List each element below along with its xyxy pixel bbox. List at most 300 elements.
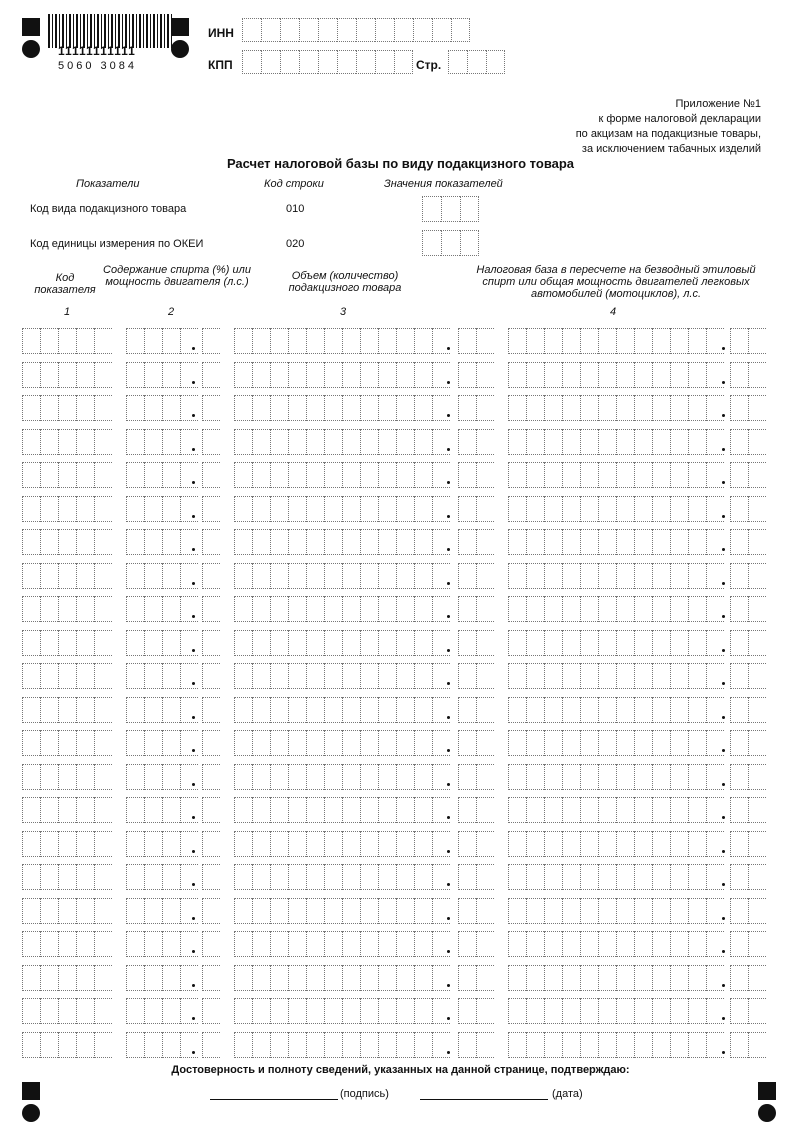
input-cell[interactable] xyxy=(342,563,360,589)
input-cell[interactable] xyxy=(360,630,378,656)
input-cell[interactable] xyxy=(270,328,288,354)
input-cell[interactable] xyxy=(270,563,288,589)
table-cell-group[interactable] xyxy=(458,663,494,689)
input-cell[interactable] xyxy=(422,230,441,256)
table-cell-group[interactable] xyxy=(458,898,494,924)
input-cell[interactable] xyxy=(22,429,40,455)
table-cell-group[interactable] xyxy=(730,931,766,957)
input-cell[interactable] xyxy=(562,462,580,488)
input-cell[interactable] xyxy=(652,1032,670,1058)
input-cell[interactable] xyxy=(342,764,360,790)
input-cell[interactable] xyxy=(270,998,288,1024)
table-cell-group[interactable] xyxy=(22,462,112,488)
input-cell[interactable] xyxy=(688,697,706,723)
input-cell[interactable] xyxy=(476,730,494,756)
input-cell[interactable] xyxy=(458,395,476,421)
input-cell[interactable] xyxy=(748,730,766,756)
input-cell[interactable] xyxy=(288,931,306,957)
input-cell[interactable] xyxy=(202,965,220,991)
table-cell-group[interactable] xyxy=(22,931,112,957)
table-cell-group[interactable] xyxy=(508,663,724,689)
input-cell[interactable] xyxy=(508,864,526,890)
input-cell[interactable] xyxy=(634,797,652,823)
input-cell[interactable] xyxy=(22,898,40,924)
input-cell[interactable] xyxy=(144,395,162,421)
input-cell[interactable] xyxy=(730,496,748,522)
input-cell[interactable] xyxy=(432,697,450,723)
input-cell[interactable] xyxy=(180,697,198,723)
input-cell[interactable] xyxy=(476,529,494,555)
table-cell-group[interactable] xyxy=(508,697,724,723)
input-cell[interactable] xyxy=(76,931,94,957)
input-cell[interactable] xyxy=(458,697,476,723)
input-cell[interactable] xyxy=(544,697,562,723)
input-cell[interactable] xyxy=(144,362,162,388)
input-cell[interactable] xyxy=(476,898,494,924)
table-cell-group[interactable] xyxy=(730,563,766,589)
input-cell[interactable] xyxy=(652,663,670,689)
input-cell[interactable] xyxy=(652,831,670,857)
input-cell[interactable] xyxy=(634,730,652,756)
table-row[interactable] xyxy=(0,395,801,421)
input-cell[interactable] xyxy=(670,931,688,957)
input-cell[interactable] xyxy=(458,663,476,689)
input-cell[interactable] xyxy=(252,797,270,823)
input-cell[interactable] xyxy=(324,797,342,823)
input-cell[interactable] xyxy=(476,496,494,522)
table-cell-group[interactable] xyxy=(508,563,724,589)
table-cell-group[interactable] xyxy=(234,563,450,589)
table-cell-group[interactable] xyxy=(126,898,198,924)
input-cell[interactable] xyxy=(126,395,144,421)
table-cell-group[interactable] xyxy=(126,328,198,354)
input-cell[interactable] xyxy=(94,797,112,823)
input-cell[interactable] xyxy=(432,18,451,42)
input-cell[interactable] xyxy=(342,630,360,656)
input-cell[interactable] xyxy=(76,797,94,823)
input-cell[interactable] xyxy=(342,362,360,388)
input-cell[interactable] xyxy=(706,395,724,421)
input-cell[interactable] xyxy=(180,630,198,656)
input-cell[interactable] xyxy=(396,831,414,857)
table-cell-group[interactable] xyxy=(508,328,724,354)
table-cell-group[interactable] xyxy=(730,395,766,421)
input-cell[interactable] xyxy=(306,462,324,488)
table-cell-group[interactable] xyxy=(458,864,494,890)
input-cell[interactable] xyxy=(580,831,598,857)
input-cell[interactable] xyxy=(414,864,432,890)
input-cell[interactable] xyxy=(730,395,748,421)
table-cell-group[interactable] xyxy=(202,362,220,388)
input-cell[interactable] xyxy=(76,529,94,555)
input-cell[interactable] xyxy=(476,362,494,388)
input-cell[interactable] xyxy=(180,797,198,823)
input-cell[interactable] xyxy=(270,529,288,555)
input-cell[interactable] xyxy=(508,328,526,354)
input-cell[interactable] xyxy=(730,965,748,991)
input-cell[interactable] xyxy=(378,730,396,756)
input-cell[interactable] xyxy=(396,362,414,388)
table-cell-group[interactable] xyxy=(22,764,112,790)
input-cell[interactable] xyxy=(458,496,476,522)
input-cell[interactable] xyxy=(748,362,766,388)
input-cell[interactable] xyxy=(476,663,494,689)
input-cell[interactable] xyxy=(414,931,432,957)
input-cell[interactable] xyxy=(432,362,450,388)
table-row[interactable] xyxy=(0,998,801,1024)
input-cell[interactable] xyxy=(688,529,706,555)
input-cell[interactable] xyxy=(306,630,324,656)
input-cell[interactable] xyxy=(432,563,450,589)
input-cell[interactable] xyxy=(342,395,360,421)
table-cell-group[interactable] xyxy=(234,931,450,957)
table-cell-group[interactable] xyxy=(22,898,112,924)
table-cell-group[interactable] xyxy=(458,462,494,488)
input-cell[interactable] xyxy=(562,563,580,589)
input-cell[interactable] xyxy=(396,965,414,991)
input-cell[interactable] xyxy=(22,663,40,689)
input-cell[interactable] xyxy=(458,864,476,890)
input-cell[interactable] xyxy=(508,898,526,924)
input-cell[interactable] xyxy=(58,864,76,890)
input-cell[interactable] xyxy=(670,429,688,455)
table-cell-group[interactable] xyxy=(458,596,494,622)
input-cell[interactable] xyxy=(634,529,652,555)
input-cell[interactable] xyxy=(526,563,544,589)
input-cell[interactable] xyxy=(58,663,76,689)
input-cell[interactable] xyxy=(414,663,432,689)
input-cell[interactable] xyxy=(580,898,598,924)
input-cell[interactable] xyxy=(748,563,766,589)
input-cell[interactable] xyxy=(580,864,598,890)
input-cell[interactable] xyxy=(202,797,220,823)
input-cell[interactable] xyxy=(342,831,360,857)
input-cell[interactable] xyxy=(202,1032,220,1058)
input-cell[interactable] xyxy=(476,1032,494,1058)
input-cell[interactable] xyxy=(670,697,688,723)
table-row[interactable] xyxy=(0,764,801,790)
input-cell[interactable] xyxy=(688,362,706,388)
input-cell[interactable] xyxy=(414,362,432,388)
input-cell[interactable] xyxy=(526,630,544,656)
input-cell[interactable] xyxy=(458,730,476,756)
input-cell[interactable] xyxy=(324,998,342,1024)
table-cell-group[interactable] xyxy=(458,563,494,589)
input-cell[interactable] xyxy=(94,563,112,589)
input-cell[interactable] xyxy=(180,931,198,957)
input-cell[interactable] xyxy=(730,998,748,1024)
input-cell[interactable] xyxy=(234,630,252,656)
input-cell[interactable] xyxy=(144,630,162,656)
input-cell[interactable] xyxy=(652,931,670,957)
input-cell[interactable] xyxy=(234,797,252,823)
input-cell[interactable] xyxy=(202,898,220,924)
table-cell-group[interactable] xyxy=(508,998,724,1024)
input-cell[interactable] xyxy=(22,462,40,488)
table-row[interactable] xyxy=(0,563,801,589)
input-cell[interactable] xyxy=(670,529,688,555)
input-cell[interactable] xyxy=(324,730,342,756)
input-cell[interactable] xyxy=(616,663,634,689)
input-cell[interactable] xyxy=(730,362,748,388)
input-cell[interactable] xyxy=(688,797,706,823)
input-cell[interactable] xyxy=(414,898,432,924)
table-row[interactable] xyxy=(0,529,801,555)
table-cell-group[interactable] xyxy=(22,965,112,991)
table-row[interactable] xyxy=(0,831,801,857)
input-cell[interactable] xyxy=(432,462,450,488)
input-cell[interactable] xyxy=(706,931,724,957)
input-cell[interactable] xyxy=(598,965,616,991)
input-cell[interactable] xyxy=(526,462,544,488)
input-cell[interactable] xyxy=(360,496,378,522)
input-cell[interactable] xyxy=(544,630,562,656)
input-cell[interactable] xyxy=(202,496,220,522)
input-cell[interactable] xyxy=(360,697,378,723)
input-cell[interactable] xyxy=(234,931,252,957)
input-cell[interactable] xyxy=(288,831,306,857)
input-cell[interactable] xyxy=(242,50,261,74)
input-cell[interactable] xyxy=(261,18,280,42)
input-cell[interactable] xyxy=(342,596,360,622)
signature-line[interactable] xyxy=(210,1099,338,1100)
table-cell-group[interactable] xyxy=(508,1032,724,1058)
input-cell[interactable] xyxy=(652,362,670,388)
input-cell[interactable] xyxy=(162,730,180,756)
input-cell[interactable] xyxy=(526,529,544,555)
table-cell-group[interactable] xyxy=(234,663,450,689)
input-cell[interactable] xyxy=(342,965,360,991)
input-cell[interactable] xyxy=(396,730,414,756)
input-cell[interactable] xyxy=(562,931,580,957)
table-cell-group[interactable] xyxy=(458,931,494,957)
input-cell[interactable] xyxy=(306,697,324,723)
input-cell[interactable] xyxy=(476,630,494,656)
input-cell[interactable] xyxy=(270,663,288,689)
input-cell[interactable] xyxy=(616,462,634,488)
table-cell-group[interactable] xyxy=(126,864,198,890)
input-cell[interactable] xyxy=(652,965,670,991)
input-cell[interactable] xyxy=(458,797,476,823)
input-cell[interactable] xyxy=(252,730,270,756)
table-cell-group[interactable] xyxy=(202,898,220,924)
table-cell-group[interactable] xyxy=(458,1032,494,1058)
input-cell[interactable] xyxy=(652,630,670,656)
input-cell[interactable] xyxy=(76,831,94,857)
input-cell[interactable] xyxy=(288,864,306,890)
input-cell[interactable] xyxy=(202,563,220,589)
input-cell[interactable] xyxy=(94,730,112,756)
input-cell[interactable] xyxy=(126,998,144,1024)
table-cell-group[interactable] xyxy=(202,831,220,857)
input-cell[interactable] xyxy=(616,730,634,756)
input-cell[interactable] xyxy=(598,529,616,555)
input-cell[interactable] xyxy=(40,697,58,723)
input-cell[interactable] xyxy=(306,429,324,455)
input-cell[interactable] xyxy=(730,529,748,555)
input-cell[interactable] xyxy=(375,18,394,42)
input-cell[interactable] xyxy=(670,496,688,522)
input-cell[interactable] xyxy=(730,697,748,723)
input-cell[interactable] xyxy=(162,362,180,388)
input-cell[interactable] xyxy=(730,596,748,622)
input-cell[interactable] xyxy=(598,831,616,857)
input-cell[interactable] xyxy=(562,831,580,857)
input-cell[interactable] xyxy=(526,1032,544,1058)
input-cell[interactable] xyxy=(378,1032,396,1058)
input-cell[interactable] xyxy=(688,663,706,689)
input-cell[interactable] xyxy=(396,630,414,656)
input-cell[interactable] xyxy=(378,663,396,689)
input-cell[interactable] xyxy=(22,596,40,622)
input-cell[interactable] xyxy=(748,797,766,823)
input-cell[interactable] xyxy=(306,395,324,421)
input-cell[interactable] xyxy=(396,931,414,957)
input-cell[interactable] xyxy=(414,529,432,555)
table-row[interactable] xyxy=(0,931,801,957)
input-cell[interactable] xyxy=(22,831,40,857)
input-cell[interactable] xyxy=(526,663,544,689)
input-cell[interactable] xyxy=(180,328,198,354)
input-cell[interactable] xyxy=(180,529,198,555)
table-cell-group[interactable] xyxy=(202,864,220,890)
input-cell[interactable] xyxy=(414,328,432,354)
input-cell[interactable] xyxy=(270,630,288,656)
input-cell[interactable] xyxy=(562,965,580,991)
input-cell[interactable] xyxy=(748,898,766,924)
input-cell[interactable] xyxy=(270,797,288,823)
input-cell[interactable] xyxy=(414,797,432,823)
table-cell-group[interactable] xyxy=(234,596,450,622)
input-cell[interactable] xyxy=(144,1032,162,1058)
input-cell[interactable] xyxy=(342,931,360,957)
input-cell[interactable] xyxy=(526,764,544,790)
table-cell-group[interactable] xyxy=(458,764,494,790)
input-cell[interactable] xyxy=(432,931,450,957)
input-cell[interactable] xyxy=(580,730,598,756)
input-cell[interactable] xyxy=(688,496,706,522)
input-cell[interactable] xyxy=(234,596,252,622)
table-row[interactable] xyxy=(0,462,801,488)
input-cell[interactable] xyxy=(202,697,220,723)
input-cell[interactable] xyxy=(544,998,562,1024)
input-cell[interactable] xyxy=(706,596,724,622)
input-cell[interactable] xyxy=(730,797,748,823)
table-cell-group[interactable] xyxy=(730,362,766,388)
input-cell[interactable] xyxy=(748,328,766,354)
table-cell-group[interactable] xyxy=(234,864,450,890)
input-cell[interactable] xyxy=(162,931,180,957)
input-cell[interactable] xyxy=(288,797,306,823)
input-cell[interactable] xyxy=(288,362,306,388)
input-cell[interactable] xyxy=(476,328,494,354)
input-cell[interactable] xyxy=(76,630,94,656)
input-cell[interactable] xyxy=(616,563,634,589)
table-cell-group[interactable] xyxy=(126,630,198,656)
input-cell[interactable] xyxy=(360,965,378,991)
input-cell[interactable] xyxy=(706,1032,724,1058)
input-cell[interactable] xyxy=(360,864,378,890)
input-cell[interactable] xyxy=(252,395,270,421)
table-cell-group[interactable] xyxy=(22,328,112,354)
input-cell[interactable] xyxy=(580,328,598,354)
input-cell[interactable] xyxy=(706,697,724,723)
input-cell[interactable] xyxy=(378,496,396,522)
table-cell-group[interactable] xyxy=(234,697,450,723)
table-cell-group[interactable] xyxy=(22,663,112,689)
input-cell[interactable] xyxy=(476,764,494,790)
table-cell-group[interactable] xyxy=(22,429,112,455)
input-cell[interactable] xyxy=(748,1032,766,1058)
input-cell[interactable] xyxy=(342,529,360,555)
table-cell-group[interactable] xyxy=(234,328,450,354)
input-cell[interactable] xyxy=(324,496,342,522)
input-cell[interactable] xyxy=(360,730,378,756)
input-cell[interactable] xyxy=(378,998,396,1024)
input-cell[interactable] xyxy=(378,462,396,488)
input-cell[interactable] xyxy=(94,328,112,354)
input-cell[interactable] xyxy=(242,18,261,42)
input-cell[interactable] xyxy=(162,965,180,991)
input-cell[interactable] xyxy=(144,529,162,555)
input-cell[interactable] xyxy=(526,496,544,522)
input-cell[interactable] xyxy=(396,998,414,1024)
table-cell-group[interactable] xyxy=(234,965,450,991)
table-cell-group[interactable] xyxy=(22,998,112,1024)
input-cell[interactable] xyxy=(652,496,670,522)
input-cell[interactable] xyxy=(706,764,724,790)
table-cell-group[interactable] xyxy=(730,831,766,857)
input-cell[interactable] xyxy=(144,596,162,622)
input-cell[interactable] xyxy=(360,395,378,421)
table-cell-group[interactable] xyxy=(202,496,220,522)
input-cell[interactable] xyxy=(180,998,198,1024)
input-cell[interactable] xyxy=(76,864,94,890)
input-cell[interactable] xyxy=(324,764,342,790)
input-cell[interactable] xyxy=(476,797,494,823)
input-cell[interactable] xyxy=(58,697,76,723)
input-cell[interactable] xyxy=(22,328,40,354)
input-cell[interactable] xyxy=(458,931,476,957)
input-cell[interactable] xyxy=(730,1032,748,1058)
input-cell[interactable] xyxy=(748,630,766,656)
input-cell[interactable] xyxy=(670,730,688,756)
input-cell[interactable] xyxy=(544,931,562,957)
input-cell[interactable] xyxy=(706,797,724,823)
input-cell[interactable] xyxy=(306,998,324,1024)
input-cell[interactable] xyxy=(652,429,670,455)
input-cell[interactable] xyxy=(252,764,270,790)
table-row[interactable] xyxy=(0,797,801,823)
input-cell[interactable] xyxy=(270,898,288,924)
input-cell[interactable] xyxy=(670,965,688,991)
table-row[interactable] xyxy=(0,596,801,622)
input-cell[interactable] xyxy=(144,864,162,890)
input-cell[interactable] xyxy=(634,563,652,589)
input-cell[interactable] xyxy=(598,1032,616,1058)
input-cell[interactable] xyxy=(40,797,58,823)
input-cell[interactable] xyxy=(544,831,562,857)
input-cell[interactable] xyxy=(730,898,748,924)
table-cell-group[interactable] xyxy=(458,831,494,857)
input-cell[interactable] xyxy=(508,965,526,991)
input-cell[interactable] xyxy=(378,596,396,622)
input-cell[interactable] xyxy=(234,898,252,924)
input-cell[interactable] xyxy=(458,831,476,857)
table-cell-group[interactable] xyxy=(202,1032,220,1058)
input-cell[interactable] xyxy=(378,831,396,857)
input-cell[interactable] xyxy=(544,864,562,890)
